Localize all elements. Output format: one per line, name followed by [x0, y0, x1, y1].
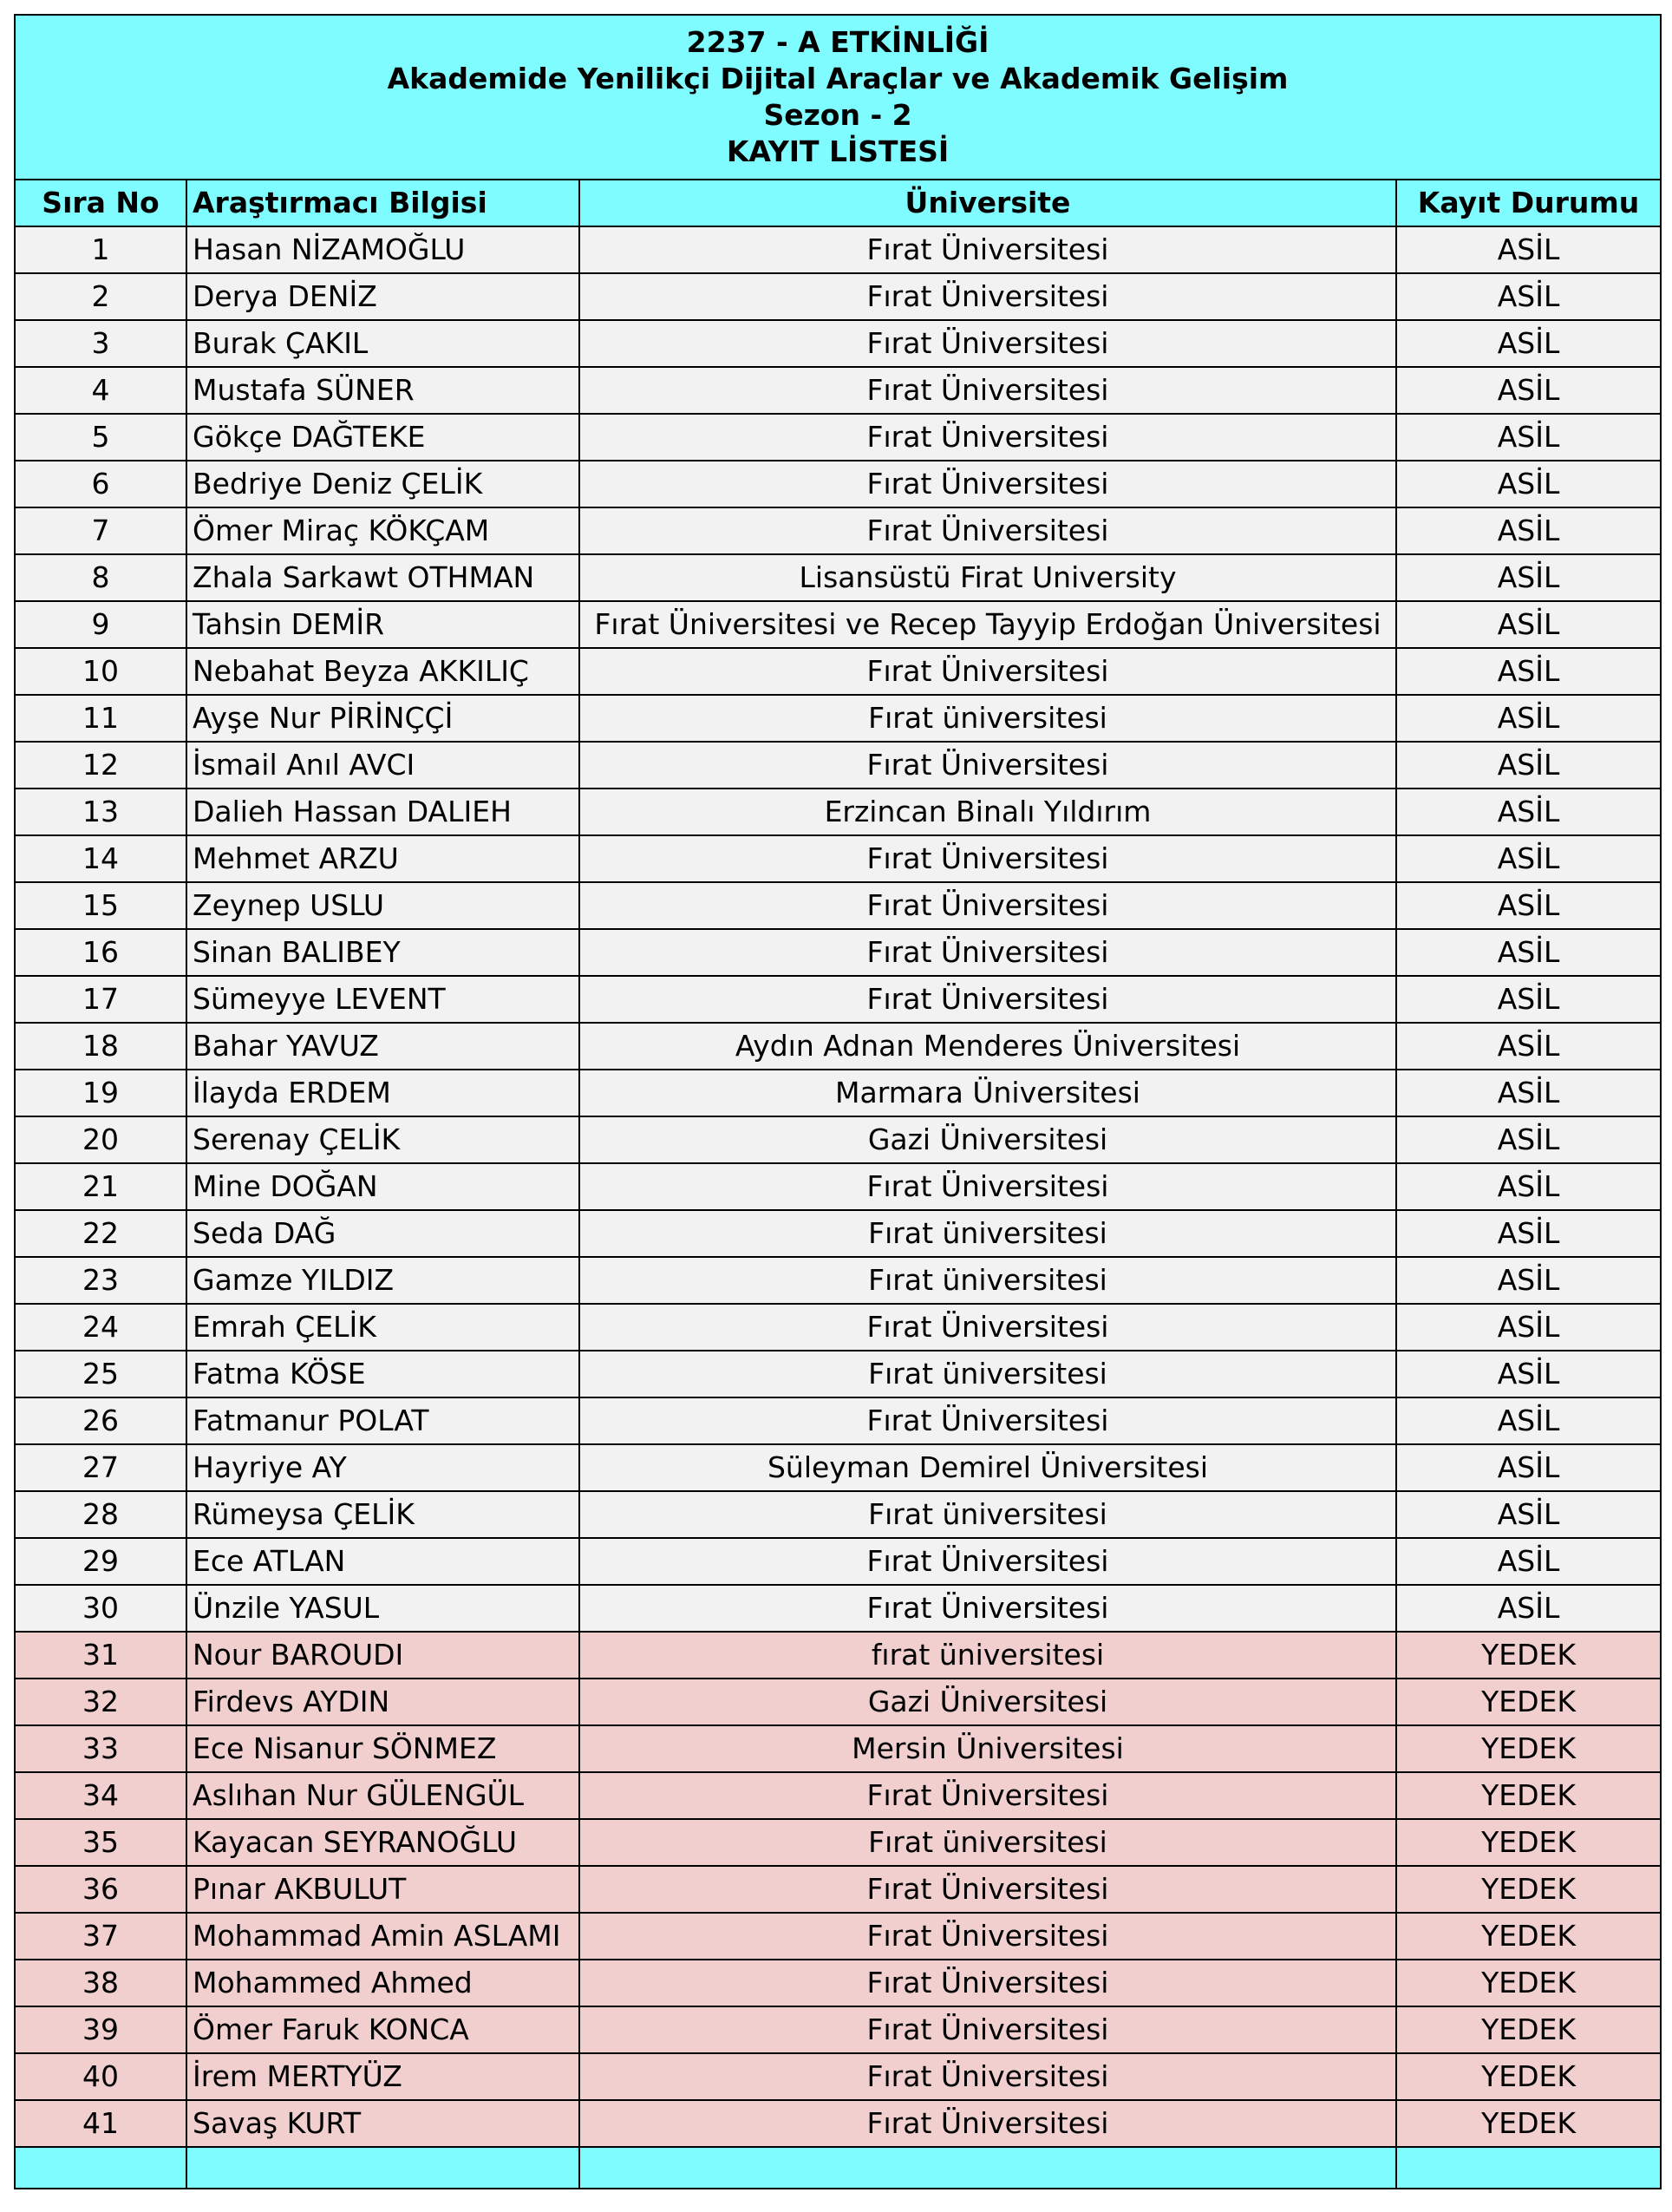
table-row [15, 1444, 1661, 1491]
event-title: Akademide Yenilikçi Dijital Araçlar ve Akademik Gelişim [387, 62, 1289, 95]
row-number-cell: 4 [15, 367, 186, 414]
table-row [15, 601, 1661, 648]
table-row [15, 742, 1661, 789]
university-cell: Fırat üniversitesi [579, 1210, 1396, 1257]
researcher-name-cell: Tahsin DEMİR [186, 601, 579, 648]
row-number-cell: 14 [15, 835, 186, 882]
registration-sheet [14, 14, 1660, 2189]
registration-status-cell: YEDEK [1396, 1679, 1661, 1725]
registration-status-cell: YEDEK [1396, 1913, 1661, 1960]
researcher-name-cell: Emrah ÇELİK [186, 1304, 579, 1351]
row-number-cell: 9 [15, 601, 186, 648]
researcher-name-cell: Mustafa SÜNER [186, 367, 579, 414]
registration-status-cell: YEDEK [1396, 1772, 1661, 1819]
row-number-cell: 7 [15, 507, 186, 554]
row-number-cell: 24 [15, 1304, 186, 1351]
row-number-cell: 3 [15, 320, 186, 367]
row-number-cell: 37 [15, 1913, 186, 1960]
season-label: Sezon - 2 [763, 98, 912, 132]
researcher-name-cell: İsmail Anıl AVCI [186, 742, 579, 789]
column-header-status: Kayıt Durumu [1396, 180, 1661, 226]
researcher-name-cell: Nebahat Beyza AKKILIÇ [186, 648, 579, 695]
researcher-name-cell: Ece ATLAN [186, 1538, 579, 1585]
researcher-name-cell: Mehmet ARZU [186, 835, 579, 882]
researcher-name-cell: Bahar YAVUZ [186, 1023, 579, 1070]
row-number-cell: 2 [15, 273, 186, 320]
registration-status-cell: ASİL [1396, 1257, 1661, 1304]
row-number-cell: 19 [15, 1070, 186, 1116]
researcher-name-cell: Ece Nisanur SÖNMEZ [186, 1725, 579, 1772]
table-row [15, 1023, 1661, 1070]
registration-status-cell: ASİL [1396, 789, 1661, 835]
researcher-name-cell: Gökçe DAĞTEKE [186, 414, 579, 461]
university-cell: Fırat üniversitesi [579, 1819, 1396, 1866]
registration-status-cell: ASİL [1396, 976, 1661, 1023]
university-cell: Fırat Üniversitesi [579, 1960, 1396, 2006]
university-cell: Fırat Üniversitesi [579, 742, 1396, 789]
university-cell: Fırat Üniversitesi [579, 1163, 1396, 1210]
table-row [15, 1725, 1661, 1772]
table-row [15, 2006, 1661, 2053]
researcher-name-cell: Ayşe Nur PİRİNÇÇİ [186, 695, 579, 742]
table-row [15, 273, 1661, 320]
table-row [15, 1538, 1661, 1585]
table-row [15, 1960, 1661, 2006]
registration-status-cell: ASİL [1396, 1491, 1661, 1538]
registration-status-cell: ASİL [1396, 507, 1661, 554]
researcher-name-cell: Savaş KURT [186, 2100, 579, 2147]
table-row [15, 1632, 1661, 1679]
registration-status-cell: ASİL [1396, 695, 1661, 742]
table-row [15, 1913, 1661, 1960]
row-number-cell: 26 [15, 1397, 186, 1444]
row-number-cell: 21 [15, 1163, 186, 1210]
registration-status-cell: ASİL [1396, 648, 1661, 695]
column-header-name: Araştırmacı Bilgisi [186, 180, 579, 226]
researcher-name-cell: Kayacan SEYRANOĞLU [186, 1819, 579, 1866]
empty-cell [186, 2147, 579, 2189]
table-row [15, 1491, 1661, 1538]
row-number-cell: 17 [15, 976, 186, 1023]
row-number-cell: 10 [15, 648, 186, 695]
table-row [15, 226, 1661, 273]
registration-status-cell: ASİL [1396, 1585, 1661, 1632]
university-cell: Aydın Adnan Menderes Üniversitesi [579, 1023, 1396, 1070]
registration-status-cell: ASİL [1396, 1023, 1661, 1070]
researcher-name-cell: Derya DENİZ [186, 273, 579, 320]
university-cell: Fırat Üniversitesi [579, 1913, 1396, 1960]
university-cell: Fırat Üniversitesi [579, 976, 1396, 1023]
researcher-name-cell: Firdevs AYDIN [186, 1679, 579, 1725]
university-cell: Fırat Üniversitesi [579, 648, 1396, 695]
registration-status-cell: ASİL [1396, 742, 1661, 789]
empty-cell [1396, 2147, 1661, 2189]
registration-status-cell: YEDEK [1396, 2100, 1661, 2147]
university-cell: Fırat Üniversitesi [579, 226, 1396, 273]
university-cell: Fırat Üniversitesi [579, 367, 1396, 414]
researcher-name-cell: Pınar AKBULUT [186, 1866, 579, 1913]
researcher-name-cell: Burak ÇAKIL [186, 320, 579, 367]
university-cell: Fırat Üniversitesi [579, 1585, 1396, 1632]
university-cell: Fırat Üniversitesi [579, 882, 1396, 929]
registration-status-cell: ASİL [1396, 226, 1661, 273]
university-cell: Gazi Üniversitesi [579, 1679, 1396, 1725]
registration-status-cell: ASİL [1396, 273, 1661, 320]
registration-status-cell: ASİL [1396, 1304, 1661, 1351]
table-row [15, 976, 1661, 1023]
empty-cell [579, 2147, 1396, 2189]
table-row [15, 882, 1661, 929]
title-block [15, 15, 1661, 180]
row-number-cell: 34 [15, 1772, 186, 1819]
registration-status-cell: YEDEK [1396, 1725, 1661, 1772]
row-number-cell: 36 [15, 1866, 186, 1913]
empty-footer-row [15, 2147, 1661, 2189]
row-number-cell: 41 [15, 2100, 186, 2147]
row-number-cell: 5 [15, 414, 186, 461]
table-row [15, 1679, 1661, 1725]
row-number-cell: 11 [15, 695, 186, 742]
university-cell: Fırat Üniversitesi ve Recep Tayyip Erdoğan Üniversitesi [579, 601, 1396, 648]
researcher-name-cell: İrem MERTYÜZ [186, 2053, 579, 2100]
registration-status-cell: ASİL [1396, 1444, 1661, 1491]
researcher-name-cell: Aslıhan Nur GÜLENGÜL [186, 1772, 579, 1819]
university-cell: Fırat Üniversitesi [579, 320, 1396, 367]
table-row [15, 1257, 1661, 1304]
table-row [15, 1304, 1661, 1351]
registration-status-cell: ASİL [1396, 929, 1661, 976]
registration-status-cell: YEDEK [1396, 2006, 1661, 2053]
registration-status-cell: ASİL [1396, 882, 1661, 929]
registration-status-cell: ASİL [1396, 601, 1661, 648]
table-row [15, 1819, 1661, 1866]
registration-status-cell: ASİL [1396, 1116, 1661, 1163]
row-number-cell: 22 [15, 1210, 186, 1257]
row-number-cell: 40 [15, 2053, 186, 2100]
registration-status-cell: YEDEK [1396, 1819, 1661, 1866]
registration-status-cell: YEDEK [1396, 1960, 1661, 2006]
table-row [15, 1210, 1661, 1257]
researcher-name-cell: Gamze YILDIZ [186, 1257, 579, 1304]
row-number-cell: 39 [15, 2006, 186, 2053]
empty-cell [15, 2147, 186, 2189]
table-row [15, 320, 1661, 367]
researcher-name-cell: İlayda ERDEM [186, 1070, 579, 1116]
row-number-cell: 15 [15, 882, 186, 929]
researcher-name-cell: Bedriye Deniz ÇELİK [186, 461, 579, 507]
researcher-name-cell: Fatma KÖSE [186, 1351, 579, 1397]
row-number-cell: 8 [15, 554, 186, 601]
table-row [15, 1070, 1661, 1116]
table-row [15, 929, 1661, 976]
researcher-name-cell: Mohammed Ahmed [186, 1960, 579, 2006]
table-row [15, 1397, 1661, 1444]
researcher-name-cell: Hasan NİZAMOĞLU [186, 226, 579, 273]
university-cell: Fırat Üniversitesi [579, 1397, 1396, 1444]
registration-status-cell: ASİL [1396, 414, 1661, 461]
registration-status-cell: ASİL [1396, 554, 1661, 601]
university-cell: Fırat üniversitesi [579, 1491, 1396, 1538]
table-row [15, 1772, 1661, 1819]
row-number-cell: 32 [15, 1679, 186, 1725]
row-number-cell: 27 [15, 1444, 186, 1491]
registration-status-cell: ASİL [1396, 461, 1661, 507]
registration-status-cell: ASİL [1396, 1351, 1661, 1397]
university-cell: Fırat Üniversitesi [579, 1304, 1396, 1351]
row-number-cell: 25 [15, 1351, 186, 1397]
table-row [15, 554, 1661, 601]
table-row [15, 1351, 1661, 1397]
registration-status-cell: ASİL [1396, 1538, 1661, 1585]
university-cell: Fırat üniversitesi [579, 1351, 1396, 1397]
table-row [15, 1585, 1661, 1632]
researcher-name-cell: Serenay ÇELİK [186, 1116, 579, 1163]
row-number-cell: 38 [15, 1960, 186, 2006]
researcher-name-cell: Ömer Miraç KÖKÇAM [186, 507, 579, 554]
registration-status-cell: ASİL [1396, 1397, 1661, 1444]
registration-status-cell: ASİL [1396, 1210, 1661, 1257]
registration-status-cell: ASİL [1396, 320, 1661, 367]
row-number-cell: 31 [15, 1632, 186, 1679]
university-cell: Fırat Üniversitesi [579, 461, 1396, 507]
row-number-cell: 12 [15, 742, 186, 789]
university-cell: Marmara Üniversitesi [579, 1070, 1396, 1116]
university-cell: Fırat üniversitesi [579, 695, 1396, 742]
row-number-cell: 29 [15, 1538, 186, 1585]
table-row [15, 367, 1661, 414]
university-cell: Erzincan Binalı Yıldırım [579, 789, 1396, 835]
university-cell: Fırat Üniversitesi [579, 507, 1396, 554]
registration-status-cell: ASİL [1396, 1163, 1661, 1210]
university-cell: Fırat Üniversitesi [579, 835, 1396, 882]
event-code: 2237 - A ETKİNLİĞİ [686, 25, 989, 59]
researcher-name-cell: Mine DOĞAN [186, 1163, 579, 1210]
university-cell: Fırat Üniversitesi [579, 2006, 1396, 2053]
table-row [15, 2100, 1661, 2147]
column-header-university: Üniversite [579, 180, 1396, 226]
row-number-cell: 6 [15, 461, 186, 507]
registration-status-cell: YEDEK [1396, 1866, 1661, 1913]
table-row [15, 835, 1661, 882]
row-number-cell: 33 [15, 1725, 186, 1772]
university-cell: Gazi Üniversitesi [579, 1116, 1396, 1163]
researcher-name-cell: Mohammad Amin ASLAMI [186, 1913, 579, 1960]
university-cell: Fırat Üniversitesi [579, 2100, 1396, 2147]
university-cell: Süleyman Demirel Üniversitesi [579, 1444, 1396, 1491]
researcher-name-cell: Seda DAĞ [186, 1210, 579, 1257]
researcher-name-cell: Sümeyye LEVENT [186, 976, 579, 1023]
table-row [15, 648, 1661, 695]
researcher-name-cell: Ünzile YASUL [186, 1585, 579, 1632]
table-row [15, 2053, 1661, 2100]
table-row [15, 1116, 1661, 1163]
table-row [15, 461, 1661, 507]
column-header-row [15, 180, 1661, 226]
table-row [15, 507, 1661, 554]
table-row [15, 1163, 1661, 1210]
row-number-cell: 35 [15, 1819, 186, 1866]
column-header-no: Sıra No [15, 180, 186, 226]
row-number-cell: 16 [15, 929, 186, 976]
title-row [15, 15, 1661, 180]
row-number-cell: 28 [15, 1491, 186, 1538]
researcher-name-cell: Sinan BALIBEY [186, 929, 579, 976]
registration-status-cell: ASİL [1396, 367, 1661, 414]
researcher-name-cell: Ömer Faruk KONCA [186, 2006, 579, 2053]
researcher-name-cell: Zhala Sarkawt OTHMAN [186, 554, 579, 601]
university-cell: Fırat Üniversitesi [579, 929, 1396, 976]
registration-status-cell: YEDEK [1396, 1632, 1661, 1679]
registration-table [14, 14, 1662, 2189]
registration-status-cell: ASİL [1396, 835, 1661, 882]
researcher-name-cell: Dalieh Hassan DALIEH [186, 789, 579, 835]
university-cell: Fırat Üniversitesi [579, 273, 1396, 320]
registration-status-cell: ASİL [1396, 1070, 1661, 1116]
university-cell: fırat üniversitesi [579, 1632, 1396, 1679]
registration-status-cell: YEDEK [1396, 2053, 1661, 2100]
row-number-cell: 30 [15, 1585, 186, 1632]
table-body [15, 226, 1661, 2189]
university-cell: Mersin Üniversitesi [579, 1725, 1396, 1772]
university-cell: Fırat üniversitesi [579, 1257, 1396, 1304]
row-number-cell: 20 [15, 1116, 186, 1163]
university-cell: Fırat Üniversitesi [579, 1772, 1396, 1819]
researcher-name-cell: Fatmanur POLAT [186, 1397, 579, 1444]
row-number-cell: 23 [15, 1257, 186, 1304]
university-cell: Lisansüstü Firat University [579, 554, 1396, 601]
table-row [15, 789, 1661, 835]
table-row [15, 1866, 1661, 1913]
table-row [15, 695, 1661, 742]
university-cell: Fırat Üniversitesi [579, 2053, 1396, 2100]
researcher-name-cell: Zeynep USLU [186, 882, 579, 929]
row-number-cell: 13 [15, 789, 186, 835]
table-row [15, 414, 1661, 461]
list-title: KAYIT LİSTESİ [726, 134, 950, 168]
row-number-cell: 18 [15, 1023, 186, 1070]
researcher-name-cell: Rümeysa ÇELİK [186, 1491, 579, 1538]
researcher-name-cell: Nour BAROUDI [186, 1632, 579, 1679]
row-number-cell: 1 [15, 226, 186, 273]
university-cell: Fırat Üniversitesi [579, 414, 1396, 461]
university-cell: Fırat Üniversitesi [579, 1866, 1396, 1913]
researcher-name-cell: Hayriye AY [186, 1444, 579, 1491]
university-cell: Fırat Üniversitesi [579, 1538, 1396, 1585]
